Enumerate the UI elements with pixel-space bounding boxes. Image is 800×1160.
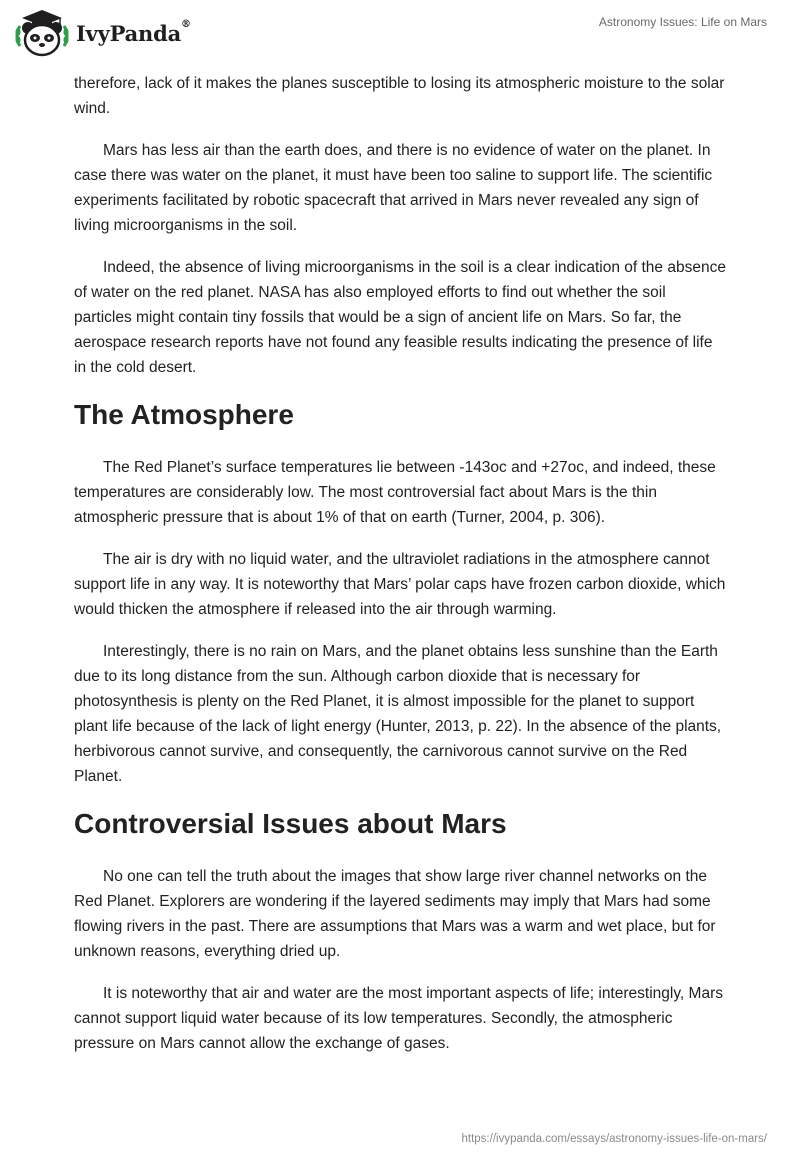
document-title: Astronomy Issues: Life on Mars (598, 15, 767, 29)
paragraph-rivers: No one can tell the truth about the images that show large river channel networks on the Red Planet. Explorers are wondering if the layered sediments may imply that Mars had some flowing rivers in the past. There are assumptions that Mars was a warm and wet place, but for unknown reasons, everything dried up. (74, 868, 716, 960)
paragraph-rain: Interestingly, there is no rain on Mars, and the planet obtains less sunshine than the Earth due to its long distance from the sun. Although carbon dioxide that is necessary for photosynthesis is plenty on the Red Planet, it is almost impossible for the planet to support plant life because of the lack of light energy (Hunter, 2013, p. 22). In the absence of the plants, herbivorous cannot survive, and consequently, the carnivorous cannot survive on the Red Planet. (74, 643, 722, 785)
paragraph-temperatures: The Red Planet’s surface temperatures lie between -143oc and +27oc, and indeed, these temperatures are considerably low. The most controversial fact about Mars is the thin atmospheric pressure that is about 1% of that on earth (Turner, 2004, p. 306). (74, 459, 716, 526)
brand-name (76, 18, 191, 46)
paragraph-microorganisms: Indeed, the absence of living microorganisms in the soil is a clear indication of the absence of water on the red planet. NASA has also employed efforts to find out whether the soil particles might contain tiny fossils that would be a sign of ancient life on Mars. So far, the aerospace research reports have not found any feasible results indicating the presence of life in the cold desert. (74, 259, 726, 376)
essay-content (74, 71, 726, 1073)
registered-mark: ® (181, 18, 191, 30)
page-header (0, 0, 800, 72)
brand-text: IvyPanda (76, 20, 182, 46)
paragraph-intro: therefore, lack of it makes the planes susceptible to losing its atmospheric moisture to the solar wind. (74, 75, 725, 117)
heading-controversial-issues: Controversial Issues about Mars (74, 808, 507, 839)
heading-atmosphere: The Atmosphere (74, 399, 294, 430)
paragraph-water: Mars has less air than the earth does, and there is no evidence of water on the planet. In case there was water on the planet, it must have been too saline to support life. The scientific experiments facilitated by robotic spacecraft that arrived in Mars never revealed any sign of living microorganisms in the soil. (74, 142, 713, 234)
paragraph-air-water: It is noteworthy that air and water are the most important aspects of life; interestingly, Mars cannot support liquid water because of its low temperatures. Secondly, the atmospheric pressure on Mars cannot allow the exchange of gases. (74, 985, 723, 1052)
paragraph-air: The air is dry with no liquid water, and the ultraviolet radiations in the atmosphere cannot support life in any way. It is noteworthy that Mars’ polar caps have frozen carbon dioxide, which would thicken the atmosphere if released into the air through warming. (74, 551, 726, 618)
panda-graduate-icon (14, 6, 70, 60)
footer-source-url[interactable]: https://ivypanda.com/essays/astronomy-issues-life-on-mars/ (461, 1133, 767, 1145)
ivypanda-logo[interactable] (14, 6, 191, 60)
